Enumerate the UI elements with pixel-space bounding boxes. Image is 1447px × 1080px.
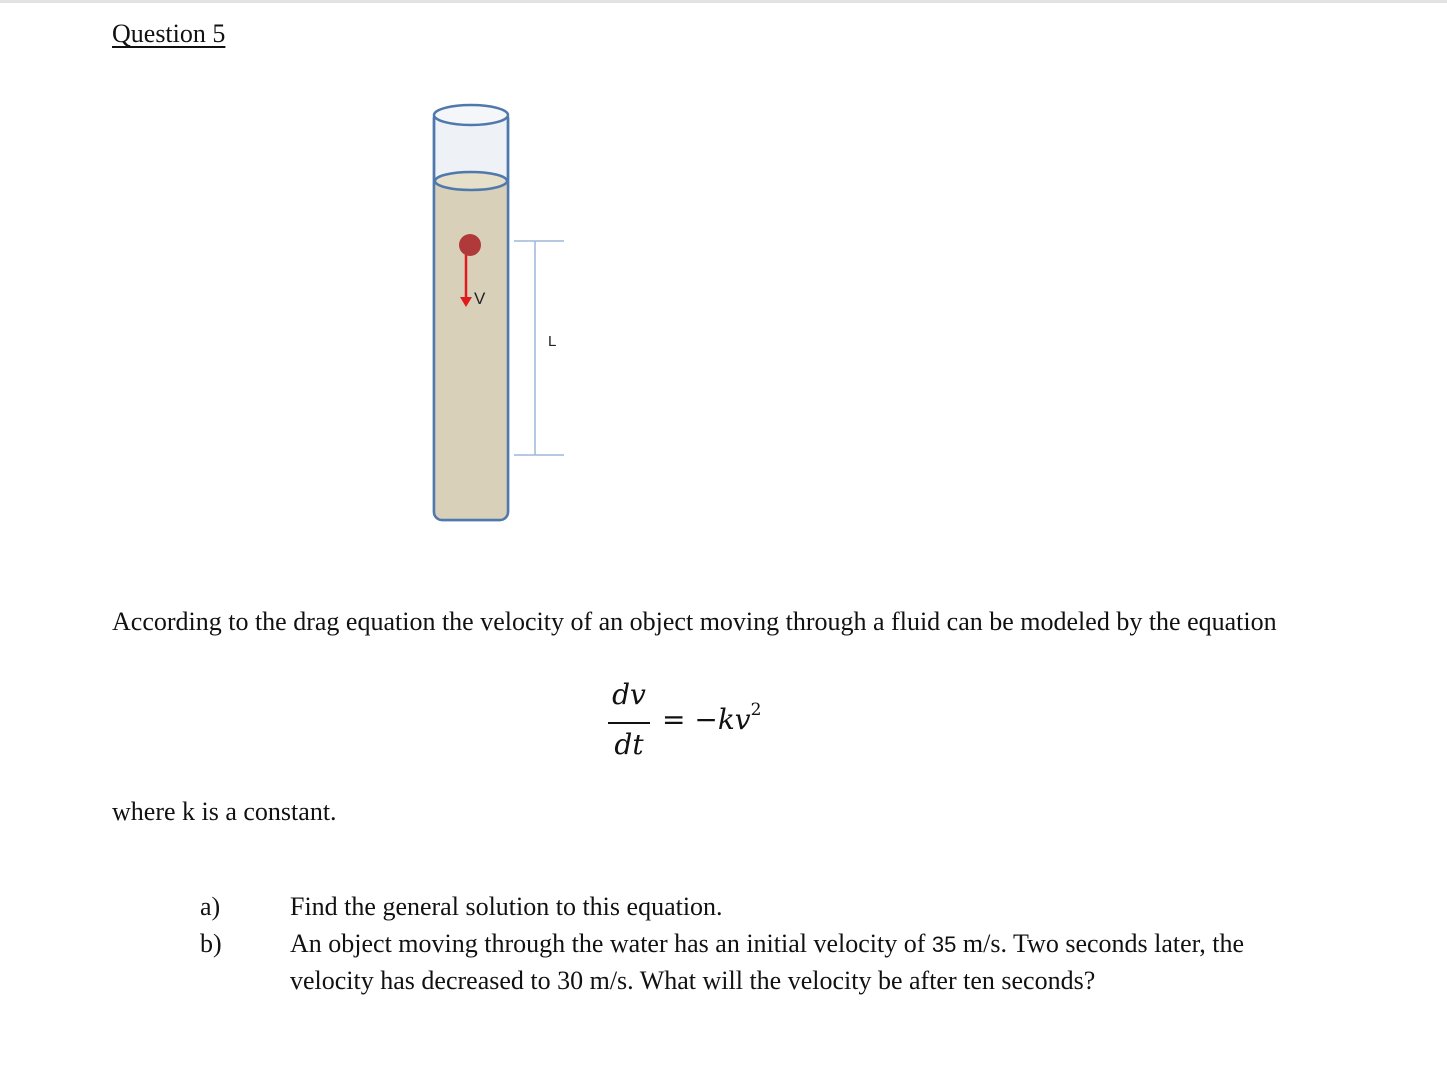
fraction-bar [608, 722, 650, 724]
rhs-exponent: 2 [750, 699, 762, 720]
question-title: Question 5 [112, 19, 226, 48]
part-b-line-1-end: m/s. Two seconds later, the [956, 929, 1245, 958]
tube-rim [434, 105, 508, 125]
ball [459, 234, 481, 256]
tube-diagram [420, 95, 610, 535]
part-b-line-1 [290, 929, 1244, 959]
fraction-denominator: dt [614, 728, 644, 761]
initial-velocity-value: 35 [931, 932, 957, 957]
fraction-numerator: dv [612, 678, 646, 711]
top-divider [0, 0, 1447, 3]
velocity-label: V [474, 289, 486, 308]
length-label: L [548, 333, 557, 350]
equals-sign: = [662, 703, 686, 736]
tube-diagram-svg [420, 95, 610, 535]
fluid-column [435, 181, 507, 520]
part-b-label: b) [200, 929, 222, 958]
part-b-line-2: velocity has decreased to 30 m/s. What will the velocity be after ten seconds? [290, 966, 1096, 995]
part-a-text: Find the general solution to this equation. [290, 892, 723, 921]
constant-note: where k is a constant. [112, 797, 337, 826]
equation-right-side [662, 699, 762, 736]
fluid-surface [435, 172, 507, 190]
part-a-label: a) [200, 892, 221, 921]
intro-paragraph: According to the drag equation the velocity of an object moving through a fluid can be modeled by the equation [112, 607, 1277, 636]
part-b-line-1-start: An object moving through the water has an initial velocity of [290, 929, 932, 958]
rhs-expression: −kv [694, 703, 751, 736]
